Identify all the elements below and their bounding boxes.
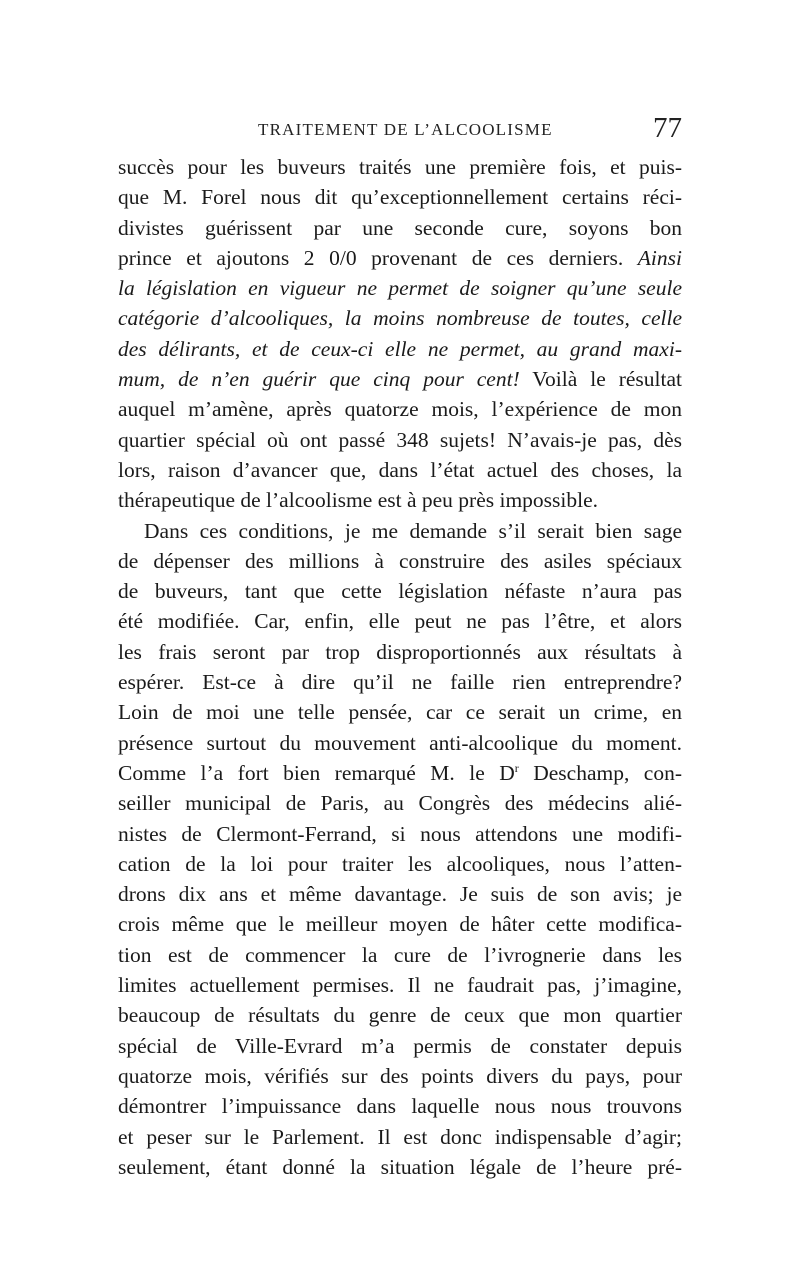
text-run: limites actuellement permises. Il ne faudrait pas, j’imagine, bbox=[118, 973, 682, 998]
text-run: de buveurs, tant que cette législation néfaste n’aura pas bbox=[118, 579, 682, 604]
text-line bbox=[118, 667, 682, 697]
text-run: que M. Forel nous dit qu’exceptionnellement certains réci- bbox=[118, 185, 682, 210]
text-line bbox=[118, 273, 682, 303]
text-run: présence surtout du mouvement anti-alcoolique du moment. bbox=[118, 730, 682, 755]
text-run: divistes guérissent par une seconde cure, soyons bon bbox=[118, 215, 682, 240]
text-run: espérer. Est-ce à dire qu’il ne faille rien entreprendre? bbox=[118, 670, 682, 695]
text-line bbox=[118, 788, 682, 818]
text-line bbox=[118, 243, 682, 273]
text-line bbox=[118, 728, 682, 758]
text-line bbox=[118, 1061, 682, 1091]
text-line bbox=[118, 879, 682, 909]
text-line bbox=[118, 425, 682, 455]
text-line bbox=[118, 182, 682, 212]
text-line bbox=[118, 637, 682, 667]
text-run: Comme l’a fort bien remarqué M. le D bbox=[118, 760, 515, 785]
text-line bbox=[118, 303, 682, 333]
text-run: Voilà le résultat bbox=[519, 367, 682, 392]
text-line bbox=[118, 213, 682, 243]
text-run: auquel m’amène, après quatorze mois, l’expérience de mon bbox=[118, 397, 682, 422]
text-run: les frais seront par trop disproportionnés aux résultats à bbox=[118, 639, 682, 664]
text-line bbox=[118, 334, 682, 364]
running-title: TRAITEMENT DE L’ALCOOLISME bbox=[258, 120, 553, 139]
superscript: r bbox=[514, 760, 519, 775]
text-run: Loin de moi une telle pensée, car ce serait un crime, en bbox=[118, 700, 682, 725]
text-run: Dans ces conditions, je me demande s’il serait bien sage bbox=[144, 518, 682, 543]
text-line bbox=[118, 697, 682, 727]
text-line bbox=[118, 1000, 682, 1030]
text-run: Deschamp, con- bbox=[518, 760, 682, 785]
text-line bbox=[118, 940, 682, 970]
italic-text: la législation en vigueur ne permet de soigner qu’une seule bbox=[118, 276, 682, 301]
text-line bbox=[118, 606, 682, 636]
italic-text: catégorie d’alcooliques, la moins nombreuse de toutes, celle bbox=[118, 306, 682, 331]
page-number: 77 bbox=[653, 112, 682, 144]
text-run: prince et ajoutons 2 0/0 provenant de ces derniers. bbox=[118, 245, 638, 270]
text-line bbox=[118, 546, 682, 576]
text-run: seulement, étant donné la situation légale de l’heure pré- bbox=[118, 1154, 682, 1179]
text-line bbox=[118, 819, 682, 849]
text-line bbox=[118, 152, 682, 182]
text-line bbox=[118, 394, 682, 424]
text-line bbox=[118, 1152, 682, 1182]
running-head bbox=[118, 112, 682, 146]
text-run: cation de la loi pour traiter les alcooliques, nous l’atten- bbox=[118, 851, 682, 876]
text-run: de dépenser des millions à construire des asiles spéciaux bbox=[118, 548, 682, 573]
text-run: thérapeutique de l’alcoolisme est à peu près impossible. bbox=[118, 488, 599, 513]
text-run: drons dix ans et même davantage. Je suis de son avis; je bbox=[118, 882, 682, 907]
text-line bbox=[118, 576, 682, 606]
text-run: nistes de Clermont-Ferrand, si nous attendons une modifi- bbox=[118, 821, 682, 846]
italic-text: des délirants, et de ceux-ci elle ne permet, au grand maxi- bbox=[118, 336, 682, 361]
text-line bbox=[118, 455, 682, 485]
text-line bbox=[118, 758, 682, 788]
text-run: seiller municipal de Paris, au Congrès des médecins alié- bbox=[118, 791, 682, 816]
text-run: été modifiée. Car, enfin, elle peut ne pas l’être, et alors bbox=[118, 609, 682, 634]
italic-text: Ainsi bbox=[637, 245, 682, 270]
text-line bbox=[118, 485, 682, 515]
text-line bbox=[118, 1091, 682, 1121]
text-line bbox=[118, 849, 682, 879]
text-line bbox=[118, 364, 682, 394]
text-run: et peser sur le Parlement. Il est donc indispensable d’agir; bbox=[118, 1124, 682, 1149]
text-run: spécial de Ville-Evrard m’a permis de constater depuis bbox=[118, 1033, 682, 1058]
text-line bbox=[118, 1031, 682, 1061]
text-line bbox=[118, 1122, 682, 1152]
text-line bbox=[118, 909, 682, 939]
text-run: beaucoup de résultats du genre de ceux que mon quartier bbox=[118, 1003, 682, 1028]
body-text bbox=[118, 152, 682, 1182]
text-run: quatorze mois, vérifiés sur des points divers du pays, pour bbox=[118, 1063, 682, 1088]
text-run: quartier spécial où ont passé 348 sujets! N’avais-je pas, dès bbox=[118, 427, 682, 452]
text-run: crois même que le meilleur moyen de hâter cette modifica- bbox=[118, 912, 682, 937]
text-line bbox=[118, 970, 682, 1000]
text-run: lors, raison d’avancer que, dans l’état actuel des choses, la bbox=[118, 457, 682, 482]
text-run: succès pour les buveurs traités une première fois, et puis- bbox=[118, 155, 682, 179]
text-run: tion est de commencer la cure de l’ivrognerie dans les bbox=[118, 942, 682, 967]
italic-text: mum, de n’en guérir que cinq pour cent! bbox=[118, 367, 520, 392]
text-line bbox=[118, 516, 682, 546]
text-run: démontrer l’impuissance dans laquelle nous nous trouvons bbox=[118, 1094, 682, 1119]
